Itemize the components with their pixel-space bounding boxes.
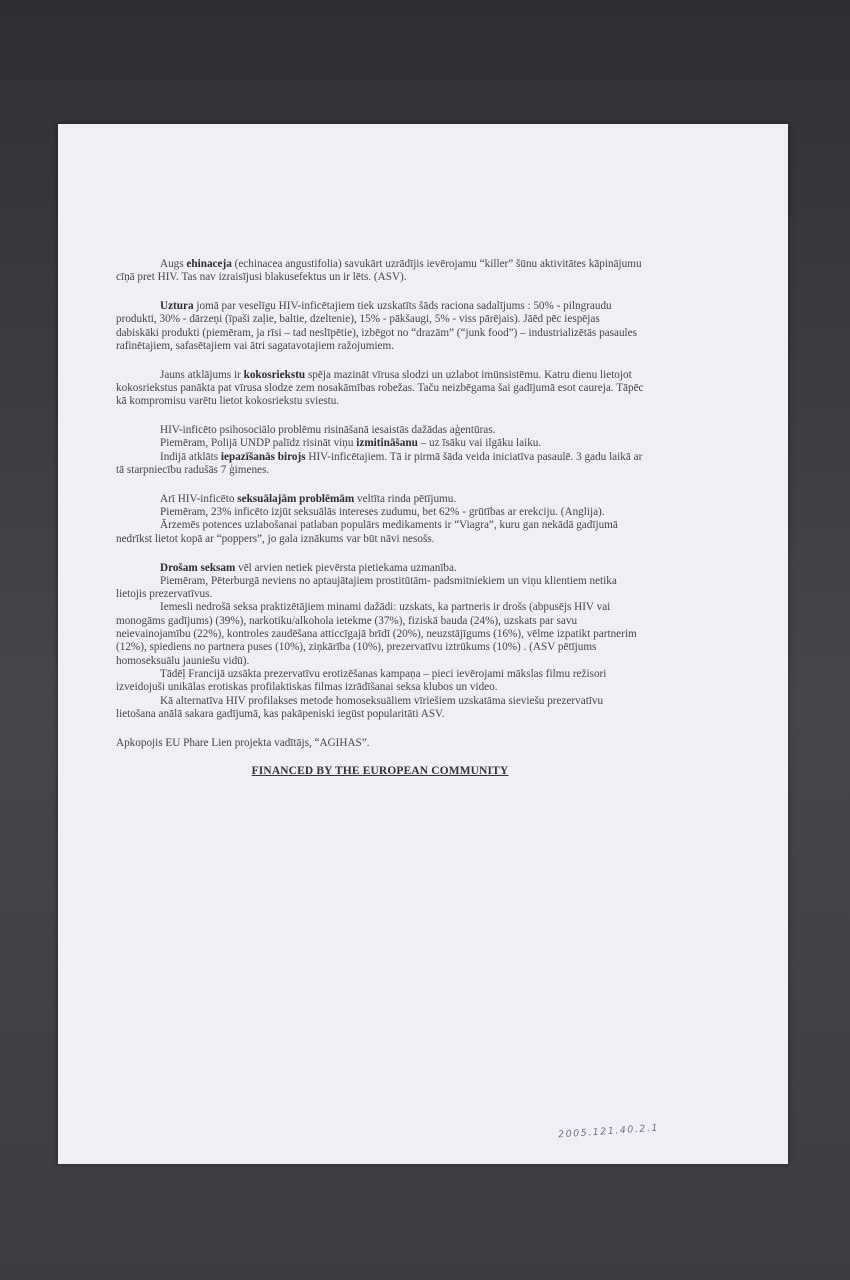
- term-dating-bureau: iepazīšanās birojs: [220, 450, 306, 463]
- document-body: [116, 258, 644, 790]
- term-nutrition: Uztura: [160, 300, 194, 313]
- term-coconut: kokosriekstu: [243, 368, 306, 381]
- term-safe-sex: Drošam seksam: [160, 561, 236, 574]
- term-echinacea: ehinaceja: [186, 258, 232, 270]
- paragraph-safe-sex: Drošam seksam vēl arvien netiek pievērsta pietiekama uzmanība. Piemēram, Pēterburgā neviens no aptaujātajiem prostitūtām- padsmitniekiem un viņu klientiem netika lietojis prezervatīvus. Iemesli nedrošā seksa praktizētājiem minami dažādi: uzskats, ka partneris ir drošs (abpusējs HIV vai monogāms gadījums) (39%), narkotiku/alkohola ietekme (37%), fiziskā bauda (24%), uzskats par savu neievainojamību (22%), kontroles zaudēšana atticcīgajā brīdī (20%), neuzstājīgums (16%), vēlme izpatikt partnerim (12%), spiediens no partnera puses (10%), ziņkārība (10%), prezervatīvu iztrūkums (10%) . (ASV pētījums homoseksuālu jauniešu vidū). Tādēļ Francijā uzsākta prezervatīvu erotizēšanas kampaņa – pieci ievērojami mākslas filmu režisori izveidojuši unikālas erotiskas profilaktiskas filmas izrādīšanai seksa klubos un video. Kā alternatīva HIV profilakses metode homoseksuāliem vīriešiem uzskatāma sieviešu prezervatīvu lietošana anālā sakara gadījumā, kas pakāpeniski iegūst popularitāti ASV.: [116, 561, 637, 720]
- paragraph-sexual-problems: Arī HIV-inficēto seksuālajām problēmām veltīta rinda pētījumu. Piemēram, 23% inficēto izjūt seksuālās intereses zudumu, bet 62% - grūtības ar erekciju. (Anglija). Ārzemēs potences uzlabošanai patlaban populārs medikaments ir “Viagra”, kuru gan nekādā gadījumā nedrīkst lietot kopā ar “poppers”, jo gala iznākums var būt nāvi nesošs.: [116, 492, 618, 545]
- term-sexual-problems: seksuālajām problēmām: [237, 492, 355, 505]
- paragraph-echinacea: Augs ehinaceja (echinacea angustifolia) savukārt uzrādījis ievērojamu “killer” šūnu aktivitātes kāpinājumu cīņā pret HIV. Tas nav izraisījusi blakusefektus un ir lēts. (ASV).: [116, 258, 642, 284]
- paragraph-nutrition: Uztura jomā par veselīgu HIV-inficētajiem tiek uzskatīts šāds raciona sadalījums : 50% - pilngraudu produkti, 30% - dārzeņi (īpaši zaļie, baltie, dzeltenie), 15% - pākšaugi, 5% - viss pārējais). Jāēd pēc iespējas dabiskāki produkti (piemēram, ja rīsi – tad neslīpētie), izbēgot no “drazām” (“junk food”) – industrializētās pasaules rafinētajiem, safasētajiem vai ātri sagatavotajiem ražojumiem.: [116, 300, 637, 352]
- catalog-number: 2005.121.40.2.1: [557, 1122, 660, 1141]
- compiler-line: Apkopojis EU Phare Lien projekta vadītājs, “AGIHAS”.: [116, 736, 370, 749]
- paragraph-psychosocial: HIV-inficēto psihosociālo problēmu risināšanā iesaistās dažādas aģentūras. Piemēram, Polijā UNDP palīdz risināt viņu izmitināšanu – uz īsāku vai ilgāku laiku. Indijā atklāts iepazīšanās birojs HIV-inficētajiem. Tā ir pirmā šāda veida iniciatīva pasaulē. 3 gadu laikā ar tā starpniecību radušās 7 ģimenes.: [116, 424, 643, 477]
- financed-heading: FINANCED BY THE EUROPEAN COMMUNITY: [251, 765, 509, 778]
- paragraph-coconut: Jauns atklājums ir kokosriekstu spēja mazināt vīrusa slodzi un uzlabot imūnsistēmu. Katru dienu lietojot kokosriekstus panākta pat vīrusa slodze zem nosakāmības robežas. Taču neizbēgama šai gadījumā esot caureja. Tāpēc kā kompromisu varētu lietot kokosriekstu sviestu.: [116, 368, 644, 408]
- term-housing: izmitināšanu: [356, 437, 418, 450]
